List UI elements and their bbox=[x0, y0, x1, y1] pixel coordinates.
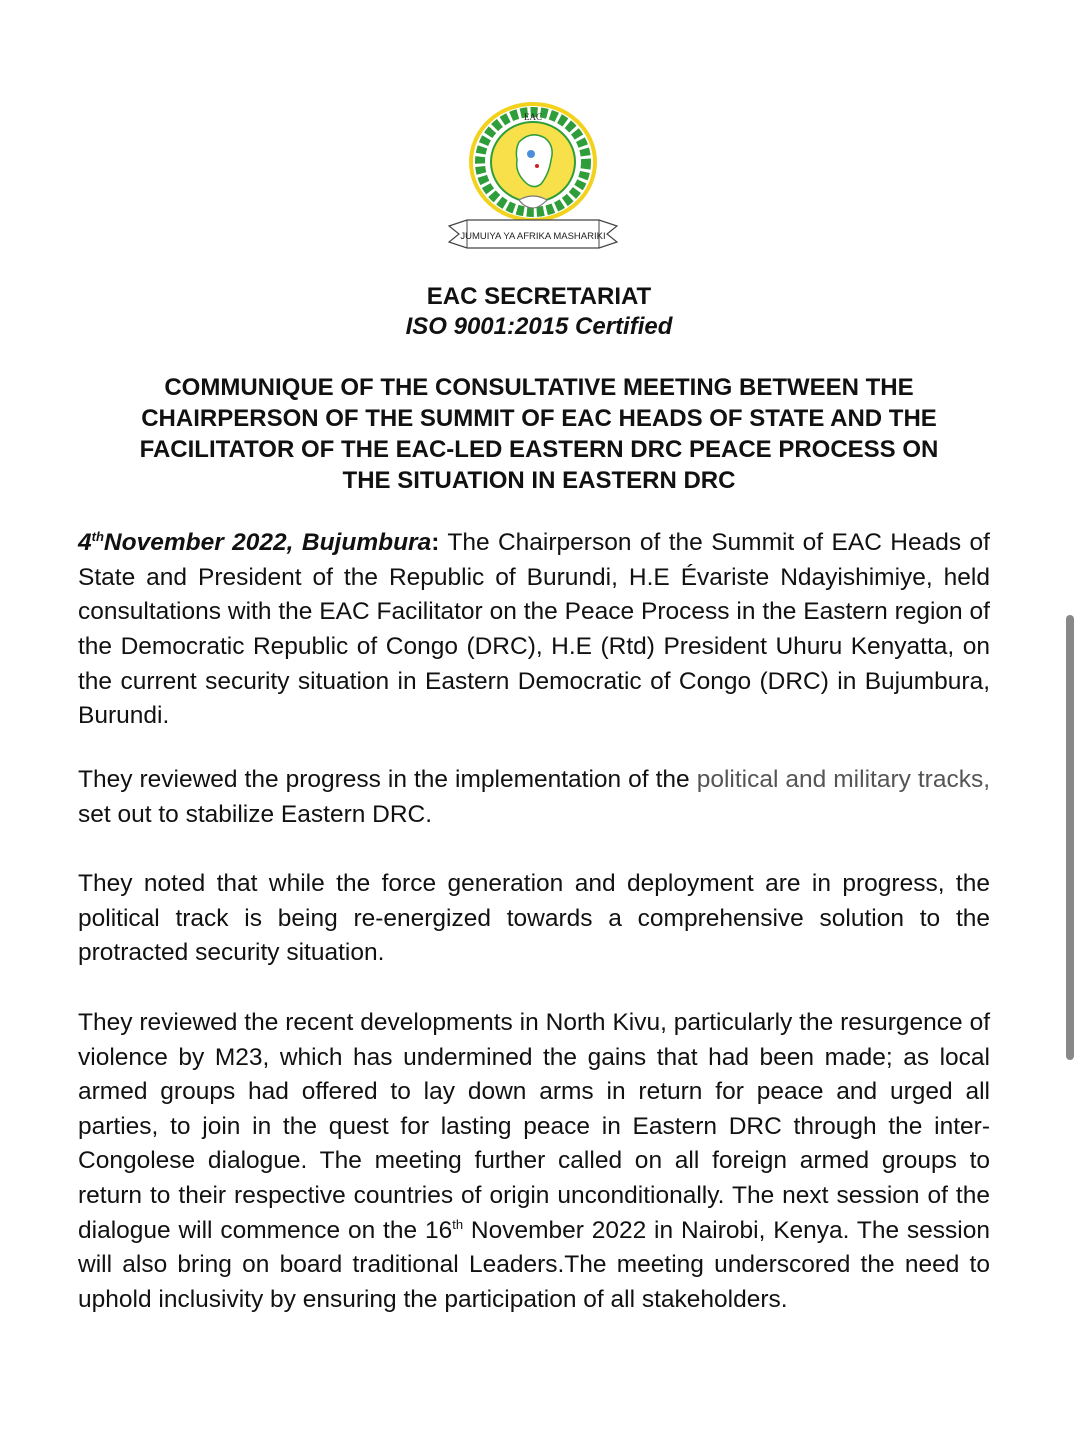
paragraph-intro-text: The Chairperson of the Summit of EAC Heads of State and President of the Republic of Burundi, H.E Évariste Ndayishimiye, held consultations with the EAC Facilitator on the Peace Process in the Eastern region of the Democratic Republic of Congo (DRC), H.E (Rtd) President Uhuru Kenyatta, on the current security situation in Eastern Democratic of Congo (DRC) in Bujumbura, Burundi. bbox=[78, 529, 990, 730]
title-line: THE SITUATION IN EASTERN DRC bbox=[342, 467, 736, 494]
paragraph-review bbox=[78, 763, 990, 832]
title-line: COMMUNIQUE OF THE CONSULTATIVE MEETING BETWEEN THE bbox=[164, 374, 914, 401]
paragraph-review-text-b: set out to stabilize Eastern DRC. bbox=[78, 800, 433, 828]
communique-title bbox=[90, 372, 988, 496]
paragraph-developments bbox=[78, 1006, 990, 1317]
dateline-rest: November 2022, Bujumbura bbox=[103, 529, 432, 557]
dateline-day: 4 bbox=[78, 529, 92, 557]
scrollbar-thumb[interactable] bbox=[1066, 615, 1074, 1060]
paragraph-review-text-a: They reviewed the progress in the implementation of the bbox=[78, 766, 697, 793]
logo-ribbon-text: JUMUIYA YA AFRIKA MASHARIKI bbox=[460, 231, 606, 242]
paragraph-progress: They noted that while the force generation and deployment are in progress, the political track is being re-energized towards a comprehensive solution to the protracted security situation. bbox=[78, 870, 990, 967]
eac-logo bbox=[445, 100, 621, 270]
paragraph-intro bbox=[78, 520, 990, 734]
dateline-ordinal: th bbox=[91, 529, 104, 544]
dateline bbox=[78, 529, 431, 556]
org-heading: EAC SECRETARIAT bbox=[426, 283, 652, 310]
paragraph-review-highlight: political and military tracks, bbox=[696, 766, 991, 793]
paragraph-developments-ordinal: th bbox=[452, 1216, 464, 1232]
paragraph-developments-text-b: November 2022 in Nairobi, Kenya. The session will also bring on board traditional Leaders.The meeting underscored the need to uphold inclusivity by ensuring the participation of all stakeholders. bbox=[78, 1216, 990, 1313]
dateline-colon: : bbox=[431, 529, 440, 557]
logo-top-text: EAC bbox=[524, 112, 542, 122]
paragraph-developments-text-a: They reviewed the recent developments in North Kivu, particularly the resurgence of violence by M23, which has undermined the gains that had been made; as local armed groups had offered to lay down arms in return for peace and urged all parties, to join in the quest for lasting peace in Eastern DRC through the inter-Congolese dialogue. The meeting further called on all foreign armed groups to return to their respective countries of origin unconditionally. The next session of the dialogue will commence on the 16 bbox=[78, 1009, 990, 1244]
title-line: FACILITATOR OF THE EAC-LED EASTERN DRC PEACE PROCESS ON bbox=[139, 436, 939, 463]
title-line: CHAIRPERSON OF THE SUMMIT OF EAC HEADS OF STATE AND THE bbox=[141, 405, 937, 432]
certification-heading: ISO 9001:2015 Certified bbox=[405, 313, 673, 340]
eac-emblem-icon bbox=[445, 100, 621, 270]
